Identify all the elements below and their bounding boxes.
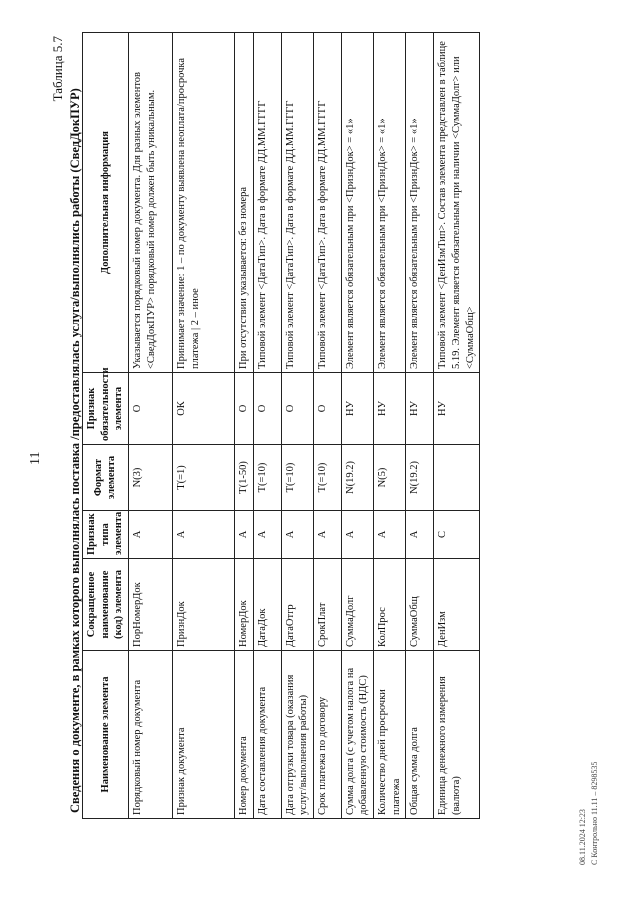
table-cell-req: О [281, 373, 313, 445]
table-cell-info: Элемент является обязательным при <ПризнДок> = «1» [341, 33, 373, 373]
footer-note: С Контрольно 11.11 – 8298535 [590, 761, 599, 865]
table-cell-info: Типовой элемент <ДенИзмТип>. Состав элемента представлен в таблице 5.19. Элемент является обязательным при наличии <СуммаДолг> или <СуммаОбщ> [434, 33, 480, 373]
table-cell-code: КолПрос [374, 559, 406, 651]
column-header: Формат элемента [83, 445, 129, 511]
table-cell-info: Указывается порядковый номер документа. Для разных элементов <СведДокПУР> порядковый номер должен быть уникальным. [128, 33, 172, 373]
table-cell-info: Типовой элемент <ДатаТип>. Дата в формате ДД.ММ.ГГГГ [313, 33, 341, 373]
table-cell-type: А [281, 511, 313, 559]
table-cell-req: О [253, 373, 281, 445]
table-cell-format: N(5) [374, 445, 406, 511]
table-cell-req: НУ [374, 373, 406, 445]
table-cell-code: СрокПлат [313, 559, 341, 651]
table-row [406, 33, 434, 819]
table-cell-req: О [128, 373, 172, 445]
table-cell-info: Принимает значение: 1 – по документу выявлена неоплата/просрочка платежа | 2 – иное [172, 33, 234, 373]
table-cell-format: N(3) [128, 445, 172, 511]
table-row [434, 33, 480, 819]
table-cell-name: Сумма долга (с учетом налога на добавленную стоимость (НДС) [341, 651, 373, 819]
table-cell-name: Номер документа [234, 651, 253, 819]
table-cell-type: А [128, 511, 172, 559]
table-cell-info: Элемент является обязательным при <ПризнДок> = «1» [374, 33, 406, 373]
table-cell-req: О [234, 373, 253, 445]
table-cell-req: О [313, 373, 341, 445]
table-cell-name: Общая сумма долга [406, 651, 434, 819]
table-cell-name: Дата составления документа [253, 651, 281, 819]
table-cell-type: А [313, 511, 341, 559]
table-cell-code: ПорНомерДок [128, 559, 172, 651]
table-cell-type: А [172, 511, 234, 559]
table-cell-format: N(19.2) [341, 445, 373, 511]
table-cell-type: А [341, 511, 373, 559]
table-cell-format: T(=10) [253, 445, 281, 511]
table-row [234, 33, 253, 819]
table-row [341, 33, 373, 819]
table-cell-info: Типовой элемент <ДатаТип>. Дата в формате ДД.ММ.ГГГГ [253, 33, 281, 373]
table-cell-type: А [406, 511, 434, 559]
table-cell-code: ДатаОтгр [281, 559, 313, 651]
table-cell-type: С [434, 511, 480, 559]
table-cell-info: Элемент является обязательным при <ПризнДок> = «1» [406, 33, 434, 373]
table-cell-format: T(=10) [281, 445, 313, 511]
table-cell-name: Количество дней просрочки платежа [374, 651, 406, 819]
table-cell-code: ДенИзм [434, 559, 480, 651]
table-row [374, 33, 406, 819]
table-cell-code: СуммаДолг [341, 559, 373, 651]
column-header: Признак типа элемента [83, 511, 129, 559]
table-cell-info: Типовой элемент <ДатаТип>. Дата в формате ДД.ММ.ГГГГ [281, 33, 313, 373]
table-cell-name: Порядковый номер документа [128, 651, 172, 819]
column-header: Наименование элемента [83, 651, 129, 819]
table-cell-code: ПризнДок [172, 559, 234, 651]
table-cell-type: А [253, 511, 281, 559]
table-title: Сведения о документе, в рамках которого выполнялась поставка /предоставлялась услуга/выполнялись работы (СведДокПУР) [68, 88, 82, 813]
table-row [172, 33, 234, 819]
table-cell-format: T(1-50) [234, 445, 253, 511]
table-cell-req: ОК [172, 373, 234, 445]
table-cell-format: T(=10) [313, 445, 341, 511]
table-cell-type: А [234, 511, 253, 559]
table-cell-format: N(19.2) [406, 445, 434, 511]
table-cell-info: При отсутствии указывается: без номера [234, 33, 253, 373]
table-cell-code: ДатаДок [253, 559, 281, 651]
table-cell-format [434, 445, 480, 511]
table-row [281, 33, 313, 819]
table-cell-code: НомерДок [234, 559, 253, 651]
elements-table [82, 32, 480, 819]
table-header-row [83, 33, 129, 819]
table-cell-type: А [374, 511, 406, 559]
table-cell-name: Дата отгрузки товара (оказания услуг/выполнения работы) [281, 651, 313, 819]
table-cell-req: НУ [434, 373, 480, 445]
column-header: Дополнительная информация [83, 33, 129, 373]
page-number: 11 [28, 451, 43, 465]
footer-note: 08.11.2024 12:23 [578, 809, 587, 865]
table-cell-name: Признак документа [172, 651, 234, 819]
column-header: Сокращенное наименование (код) элемента [83, 559, 129, 651]
table-label: Таблица 5.7 [50, 36, 65, 102]
table-row [128, 33, 172, 819]
table-cell-name: Срок платежа по договору [313, 651, 341, 819]
table-cell-req: НУ [406, 373, 434, 445]
table-row [313, 33, 341, 819]
table-cell-code: СуммаОбщ [406, 559, 434, 651]
table-cell-req: НУ [341, 373, 373, 445]
table-cell-format: T(=1) [172, 445, 234, 511]
column-header: Признак обязательности элемента [83, 373, 129, 445]
table-row [253, 33, 281, 819]
table-cell-name: Единица денежного измерения (валюта) [434, 651, 480, 819]
